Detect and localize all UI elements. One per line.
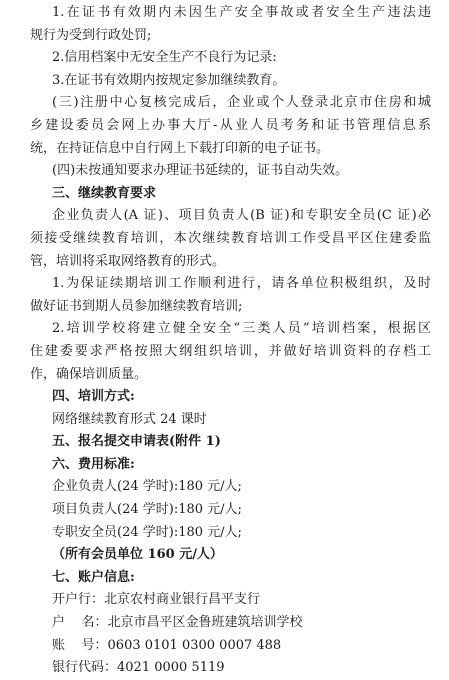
education-para-line-3: 管，培训将采取网络教育的形式。	[30, 253, 226, 269]
requirement-item-2: 2.信用档案中无安全生产不良行为记录:	[52, 50, 277, 66]
fee-project-leader: 项目负责人(24 学时):180 元/人;	[52, 502, 242, 518]
heading-application-form: 五、报名提交申请表(附件 1)	[52, 434, 221, 450]
education-para-line-2: 须接受继续教育培训，本次继续教育培训工作受昌平区住建委监	[30, 230, 431, 246]
education-para-line-1: 企业负责人(A 证)、项目负责人(B 证)和专职安全员(C 证)必	[52, 208, 431, 224]
section-four-sub: (四)未按通知要求办理证书延续的，证书自动失效。	[52, 163, 349, 179]
heading-account-info: 七、账户信息:	[52, 569, 135, 585]
requirement-item-1-line-1: 1.在证书有效期内未因生产安全事故或者安全生产违法违	[52, 5, 431, 20]
account-number: 账 号：0603 0101 0300 0007 488	[52, 637, 282, 653]
account-bank-code: 银行代码：4021 0000 5119	[52, 660, 225, 676]
training-method-text: 网络继续教育形式 24 课时	[52, 411, 207, 427]
account-bank: 开户行：北京农村商业银行昌平支行	[52, 592, 261, 608]
education-item-1-line-2: 做好证书到期人员参加继续教育培训;	[30, 298, 243, 314]
fee-enterprise-leader: 企业负责人(24 学时):180 元/人;	[52, 479, 242, 495]
section-three-sub-line-1: (三)注册中心复核完成后，企业或个人登录北京市住房和城	[52, 95, 431, 111]
education-item-1-line-1: 1.为保证续期培训工作顺利进行，请各单位积极组织，及时	[52, 276, 431, 292]
fee-member-note: （所有会员单位 160 元/人）	[52, 547, 223, 563]
heading-continuing-education: 三、继续教育要求	[52, 185, 157, 201]
education-item-2-line-3: 作，确保培训质量。	[30, 366, 148, 382]
section-three-sub-line-2: 乡建设委员会网上办事大厅-从业人员考务和证书管理信息系	[30, 117, 431, 133]
fee-safety-officer: 专职安全员(24 学时):180 元/人;	[52, 524, 242, 540]
requirement-item-3: 3.在证书有效期内按规定参加继续教育。	[52, 72, 286, 88]
section-three-sub-line-3: 统，在持证信息中自行网上下载打印新的电子证书。	[30, 140, 330, 156]
education-item-2-line-1: 2.培训学校将建立健全安全“三类人员”培训档案，根据区	[52, 321, 431, 337]
heading-fee-standard: 六、费用标准:	[52, 456, 135, 472]
education-item-2-line-2: 住建委要求严格按照大纲组织培训，并做好培训资料的存档工	[30, 343, 431, 359]
account-name: 户 名：北京市昌平区金鲁班建筑培训学校	[52, 615, 303, 631]
heading-training-method: 四、培训方式:	[52, 389, 135, 405]
requirement-item-1-line-2: 规行为受到行政处罚;	[30, 27, 152, 43]
